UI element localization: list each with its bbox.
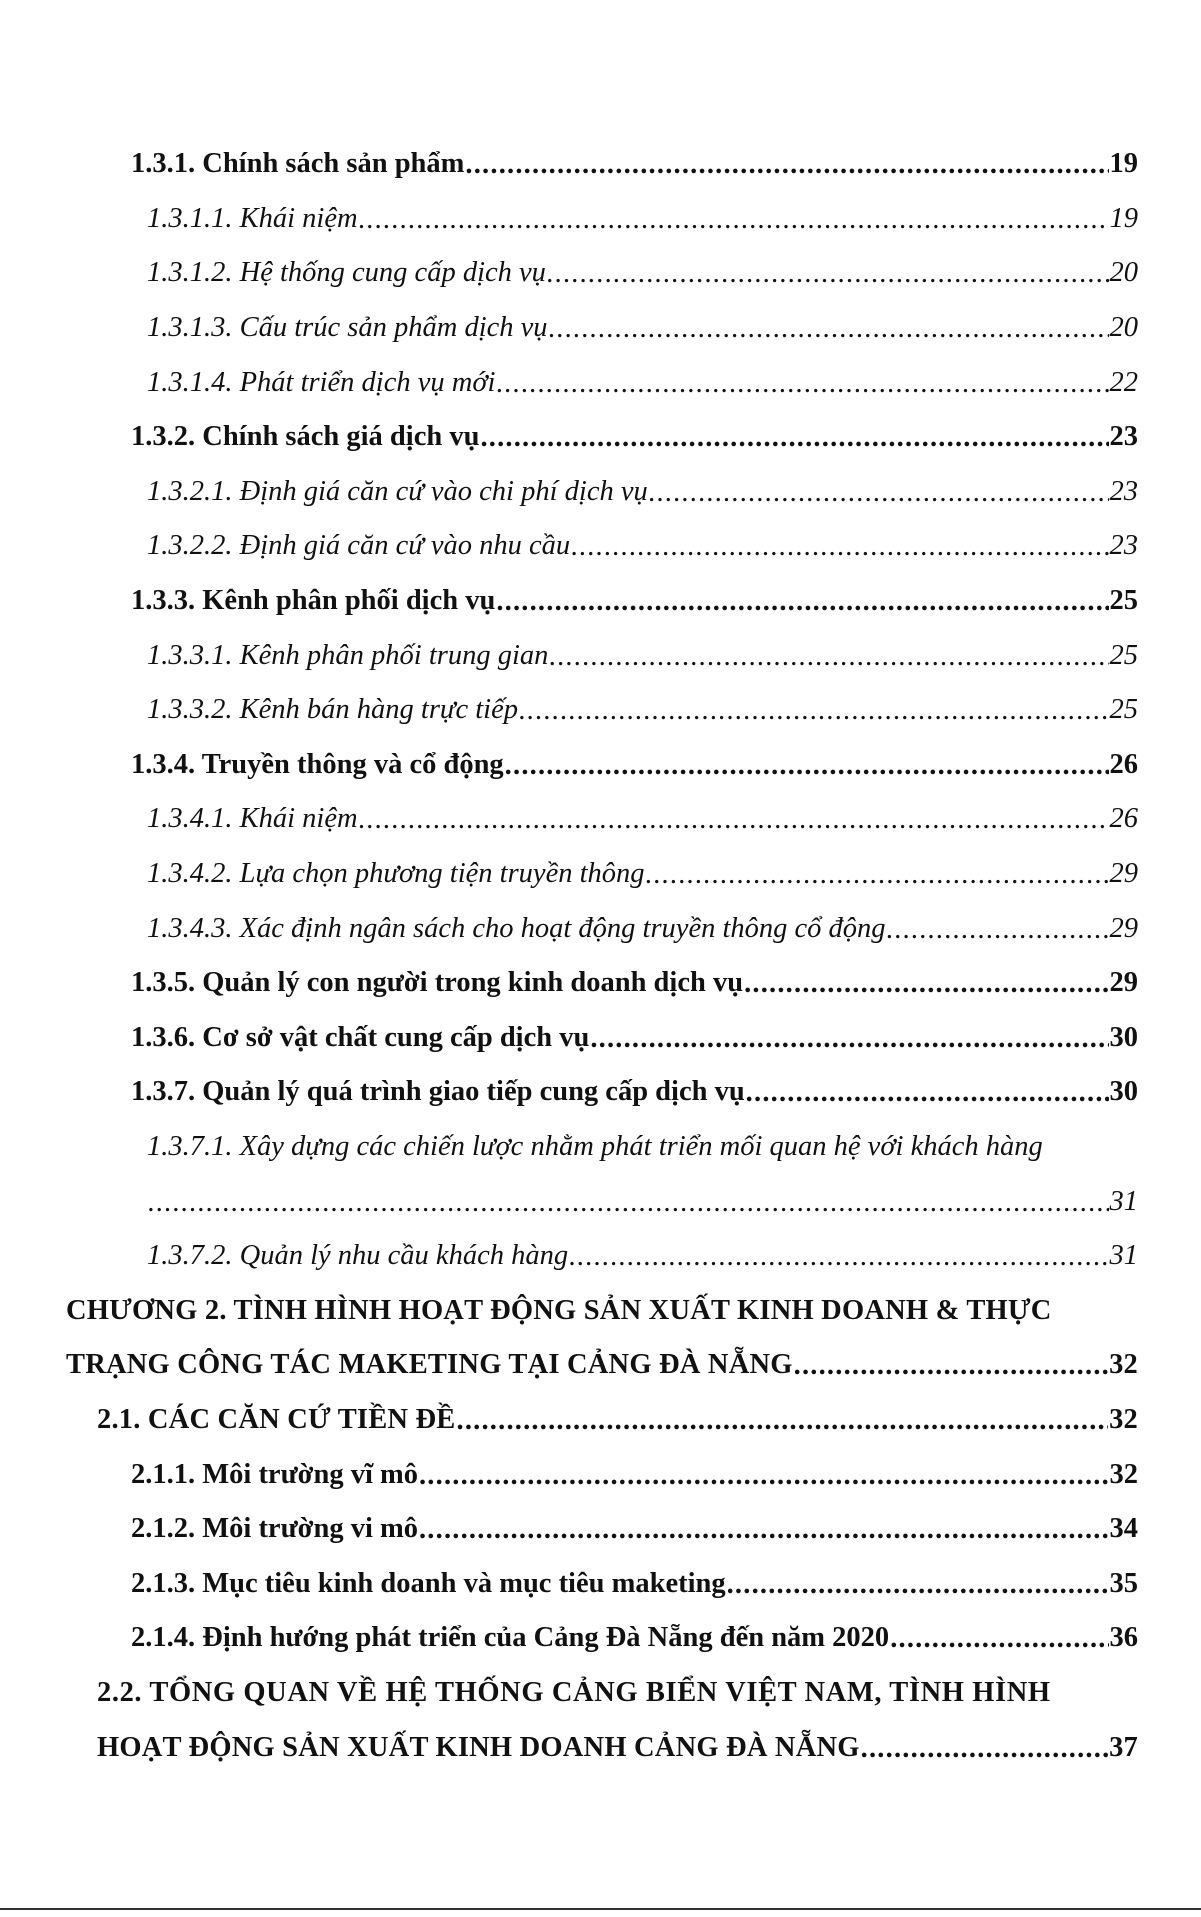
toc-entry[interactable] — [0, 301, 1201, 356]
toc-entry[interactable] — [0, 519, 1201, 574]
toc-entry[interactable] — [0, 410, 1201, 465]
toc-entry-title: 1.3.3. Kênh phân phối dịch vụ — [131, 585, 496, 617]
toc-entry-title: 1.3.6. Cơ sở vật chất cung cấp dịch vụ — [131, 1021, 590, 1053]
toc-entry-title: 1.3.1.1. Khái niệm — [147, 202, 358, 234]
toc-entry[interactable] — [0, 1283, 1201, 1338]
toc-entry-title: 1.3.1. Chính sách sản phẩm — [131, 148, 465, 180]
dot-leader — [890, 1623, 1108, 1655]
toc-entry-title: 2.1.2. Môi trường vi mô — [131, 1513, 418, 1545]
toc-entry-page-number: 29 — [1109, 912, 1138, 944]
toc-entry-page-number: 37 — [1109, 1731, 1138, 1763]
toc-entry-page-number: 34 — [1109, 1513, 1138, 1545]
toc-entry-page-number: 30 — [1109, 1021, 1138, 1053]
toc-entry-title: 1.3.1.3. Cấu trúc sản phẩm dịch vụ — [147, 312, 548, 344]
dot-leader — [727, 1569, 1109, 1601]
toc-entry-page-number: 30 — [1109, 1076, 1138, 1108]
toc-entry[interactable] — [0, 738, 1201, 793]
toc-entry-page-number: 26 — [1109, 803, 1138, 835]
toc-entry-title: 1.3.7.1. Xây dựng các chiến lược nhằm phát triển mối quan hệ với khách hàng — [147, 1130, 1043, 1162]
toc-entry-page-number: 25 — [1109, 639, 1138, 671]
toc-entry-page-number: 26 — [1109, 748, 1138, 780]
toc-entry-title: 1.3.4.1. Khái niệm — [147, 803, 358, 835]
toc-entry-title: 1.3.4.3. Xác định ngân sách cho hoạt động truyền thông cổ động — [147, 912, 886, 944]
toc-entry[interactable] — [0, 628, 1201, 683]
dot-leader — [419, 1460, 1109, 1492]
toc-entry[interactable] — [0, 1666, 1201, 1721]
dot-leader — [549, 641, 1108, 673]
dot-leader — [861, 1733, 1108, 1765]
toc-entry-title: 1.3.7. Quản lý quá trình giao tiếp cung cấp dịch vụ — [131, 1076, 745, 1108]
toc-entry-page-number: 20 — [1109, 312, 1138, 344]
toc-entry[interactable] — [0, 1174, 1201, 1229]
toc-entry-page-number: 23 — [1109, 421, 1138, 453]
toc-entry-page-number: 19 — [1109, 202, 1138, 234]
toc-entry-title: 1.3.1.4. Phát triển dịch vụ mới — [147, 366, 496, 398]
toc-entry-title: 1.3.2.2. Định giá căn cứ vào nhu cầu — [147, 530, 571, 562]
toc-entry-page-number: 36 — [1109, 1622, 1138, 1654]
toc-entry-title: 1.3.4. Truyền thông và cổ động — [131, 748, 504, 780]
dot-leader — [887, 914, 1109, 946]
dot-leader — [746, 1077, 1109, 1109]
toc-entry-title: 1.3.7.2. Quản lý nhu cầu khách hàng — [147, 1240, 569, 1272]
dot-leader — [794, 1350, 1108, 1382]
table-of-contents — [0, 137, 1201, 1775]
toc-entry-title: 1.3.1.2. Hệ thống cung cấp dịch vụ — [147, 257, 546, 289]
toc-entry-title: TRẠNG CÔNG TÁC MAKETING TẠI CẢNG ĐÀ NẴNG — [66, 1349, 793, 1381]
dot-leader — [359, 204, 1109, 236]
dot-leader — [465, 149, 1108, 181]
dot-leader — [646, 859, 1109, 891]
toc-entry-title: 2.1.3. Mục tiêu kinh doanh và mục tiêu maketing — [131, 1567, 726, 1599]
toc-entry[interactable] — [0, 1611, 1201, 1666]
dot-leader — [457, 1405, 1109, 1437]
dot-leader — [571, 531, 1108, 563]
dot-leader — [519, 695, 1109, 727]
toc-entry[interactable] — [0, 1229, 1201, 1284]
toc-entry-page-number: 32 — [1109, 1349, 1138, 1381]
toc-entry-title: 2.2. TỔNG QUAN VỀ HỆ THỐNG CẢNG BIỂN VIỆT NAM, TÌNH HÌNH — [97, 1676, 1051, 1708]
toc-entry-title: 1.3.4.2. Lựa chọn phương tiện truyền thông — [147, 858, 645, 890]
toc-entry-title: 1.3.2.1. Định giá căn cứ vào chi phí dịch vụ — [147, 475, 648, 507]
toc-entry[interactable] — [0, 1065, 1201, 1120]
toc-entry[interactable] — [0, 956, 1201, 1011]
toc-entry-page-number: 29 — [1109, 967, 1138, 999]
toc-entry[interactable] — [0, 792, 1201, 847]
toc-entry[interactable] — [0, 901, 1201, 956]
toc-entry-page-number: 29 — [1109, 858, 1138, 890]
toc-entry[interactable] — [0, 1011, 1201, 1066]
toc-entry-title: 2.1. CÁC CĂN CỨ TIỀN ĐỀ — [97, 1403, 456, 1435]
toc-entry[interactable] — [0, 1720, 1201, 1775]
toc-entry-title: 2.1.1. Môi trường vĩ mô — [131, 1458, 418, 1490]
toc-entry[interactable] — [0, 246, 1201, 301]
dot-leader — [480, 422, 1108, 454]
toc-entry[interactable] — [0, 355, 1201, 410]
dot-leader — [744, 968, 1108, 1000]
toc-entry[interactable] — [0, 465, 1201, 520]
dot-leader — [148, 1187, 1109, 1219]
dot-leader — [359, 804, 1109, 836]
toc-entry-title: HOẠT ĐỘNG SẢN XUẤT KINH DOANH CẢNG ĐÀ NẴNG — [97, 1731, 860, 1763]
toc-entry[interactable] — [0, 683, 1201, 738]
toc-entry[interactable] — [0, 1393, 1201, 1448]
toc-entry-page-number: 32 — [1109, 1458, 1138, 1490]
toc-entry-page-number: 32 — [1109, 1403, 1138, 1435]
toc-entry[interactable] — [0, 574, 1201, 629]
toc-entry[interactable] — [0, 1120, 1201, 1175]
dot-leader — [419, 1514, 1109, 1546]
toc-entry-title: 2.1.4. Định hướng phát triển của Cảng Đà Nẵng đến năm 2020 — [131, 1622, 890, 1654]
toc-entry-page-number: 23 — [1109, 530, 1138, 562]
toc-entry-title: 1.3.3.1. Kênh phân phối trung gian — [147, 639, 549, 671]
toc-entry-page-number: 31 — [1109, 1240, 1138, 1272]
dot-leader — [569, 1241, 1108, 1273]
toc-entry[interactable] — [0, 137, 1201, 192]
toc-entry-title: 1.3.3.2. Kênh bán hàng trực tiếp — [147, 694, 518, 726]
dot-leader — [649, 477, 1109, 509]
dot-leader — [590, 1023, 1108, 1055]
dot-leader — [505, 750, 1109, 782]
toc-entry-title: 1.3.5. Quản lý con người trong kinh doanh dịch vụ — [131, 967, 744, 999]
toc-entry[interactable] — [0, 1502, 1201, 1557]
dot-leader — [549, 313, 1109, 345]
page-bottom-border — [0, 1908, 1201, 1910]
toc-entry-title: 1.3.2. Chính sách giá dịch vụ — [131, 421, 480, 453]
toc-entry-page-number: 22 — [1109, 366, 1138, 398]
toc-entry-page-number: 25 — [1109, 585, 1138, 617]
toc-entry-page-number: 19 — [1109, 148, 1138, 180]
toc-entry-page-number: 25 — [1109, 694, 1138, 726]
toc-entry-page-number: 20 — [1109, 257, 1138, 289]
toc-entry[interactable] — [0, 1338, 1201, 1393]
toc-entry[interactable] — [0, 192, 1201, 247]
toc-entry[interactable] — [0, 1556, 1201, 1611]
dot-leader — [547, 258, 1109, 290]
dot-leader — [496, 586, 1108, 618]
dot-leader — [496, 368, 1108, 400]
toc-entry[interactable] — [0, 847, 1201, 902]
toc-entry-title: CHƯƠNG 2. TÌNH HÌNH HOẠT ĐỘNG SẢN XUẤT KINH DOANH & THỰC — [66, 1294, 1052, 1326]
toc-entry[interactable] — [0, 1447, 1201, 1502]
toc-entry-page-number: 23 — [1109, 475, 1138, 507]
toc-entry-page-number: 35 — [1109, 1567, 1138, 1599]
toc-entry-page-number: 31 — [1109, 1185, 1138, 1217]
